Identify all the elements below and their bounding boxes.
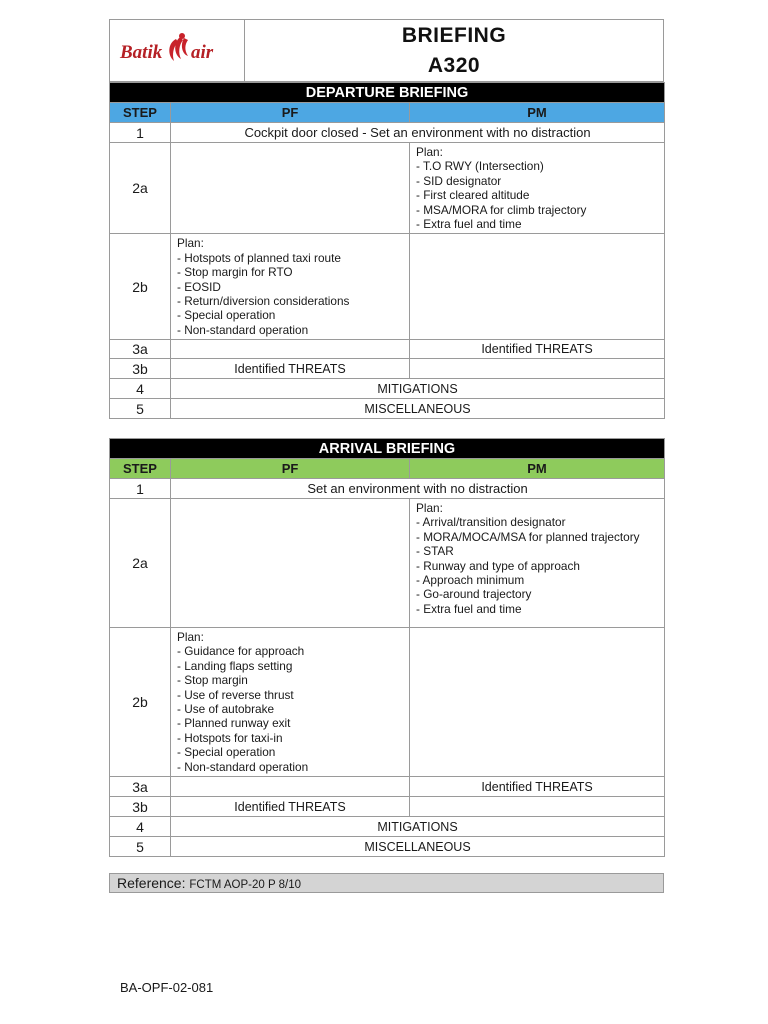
reference-label: Reference: [117, 875, 186, 891]
table-row [110, 479, 665, 499]
pf-plan [171, 628, 410, 777]
plan-line: - MORA/MOCA/MSA for planned trajectory [416, 529, 640, 544]
pm-threats: Identified THREATS [410, 340, 665, 359]
plan-line: - Go-around trajectory [416, 587, 532, 602]
step-number: 2a [110, 143, 171, 234]
arrival-briefing-table [109, 438, 665, 857]
pf-cell [171, 777, 410, 797]
plan-line: - Arrival/transition designator [416, 515, 566, 530]
pm-plan [410, 499, 665, 628]
plan-line: - STAR [416, 544, 454, 559]
plan-line: - Guidance for approach [177, 644, 305, 659]
reference-bar [109, 873, 664, 893]
step-number: 5 [110, 837, 171, 857]
plan-line: - Stop margin [177, 673, 248, 688]
pf-plan [171, 234, 410, 340]
step-number: 2a [110, 499, 171, 628]
pm-cell [410, 797, 665, 817]
step-number: 3b [110, 359, 171, 379]
step-number: 4 [110, 379, 171, 399]
plan-line: - Use of reverse thrust [177, 687, 294, 702]
airline-logo [110, 20, 245, 81]
table-row [110, 817, 665, 837]
column-header-step: STEP [110, 103, 171, 123]
plan-line: - EOSID [177, 279, 221, 294]
plan-line: - T.O RWY (Intersection) [416, 159, 544, 174]
plan-line: - Extra fuel and time [416, 217, 522, 232]
step-number: 2b [110, 234, 171, 340]
plan-line: - Use of autobrake [177, 702, 275, 717]
table-row [110, 123, 665, 143]
plan-line: - Hotspots for taxi-in [177, 730, 283, 745]
title-block [245, 20, 663, 81]
step-number: 2b [110, 628, 171, 777]
step-text: Cockpit door closed - Set an environment with no distraction [171, 123, 665, 143]
plan-line: - Approach minimum [416, 573, 525, 588]
plan-line: - Planned runway exit [177, 716, 291, 731]
pf-threats: Identified THREATS [171, 797, 410, 817]
plan-line: Plan: [177, 236, 204, 251]
table-row [110, 340, 665, 359]
section-title: ARRIVAL BRIEFING [110, 439, 665, 459]
svg-text:air: air [191, 41, 214, 63]
step-text: Set an environment with no distraction [171, 479, 665, 499]
plan-line: - Return/diversion considerations [177, 294, 350, 309]
table-row [110, 234, 665, 340]
plan-line: Plan: [177, 630, 204, 644]
table-row [110, 379, 665, 399]
column-header-pm: PM [410, 459, 665, 479]
plan-line: - Stop margin for RTO [177, 265, 293, 280]
batik-air-logo-icon [118, 29, 236, 73]
pm-threats: Identified THREATS [410, 777, 665, 797]
pm-cell [410, 628, 665, 777]
plan-line: - Hotspots of planned taxi route [177, 250, 341, 265]
table-row [110, 143, 665, 234]
document-code: BA-OPF-02-081 [120, 980, 214, 995]
plan-line: - MSA/MORA for climb trajectory [416, 202, 587, 217]
plan-line: - Extra fuel and time [416, 601, 522, 616]
step-number: 1 [110, 479, 171, 499]
plan-line: Plan: [416, 501, 443, 515]
table-row [110, 797, 665, 817]
plan-line: Plan: [416, 145, 443, 159]
column-header-pf: PF [171, 459, 410, 479]
pm-cell [410, 359, 665, 379]
plan-line: - Special operation [177, 745, 276, 760]
step-text: MISCELLANEOUS [171, 399, 665, 419]
plan-line: - Landing flaps setting [177, 658, 293, 673]
document-title: BRIEFING [401, 23, 507, 47]
step-number: 3a [110, 777, 171, 797]
step-number: 4 [110, 817, 171, 837]
pf-cell [171, 340, 410, 359]
step-text: MISCELLANEOUS [171, 837, 665, 857]
svg-text:Batik: Batik [120, 41, 163, 63]
pf-cell [171, 499, 410, 628]
step-text: MITIGATIONS [171, 379, 665, 399]
plan-line: - Non-standard operation [177, 322, 309, 337]
plan-line: - SID designator [416, 173, 502, 188]
pf-threats: Identified THREATS [171, 359, 410, 379]
section-title: DEPARTURE BRIEFING [110, 83, 665, 103]
column-header-row [110, 103, 665, 123]
step-text: MITIGATIONS [171, 817, 665, 837]
table-row [110, 837, 665, 857]
table-row [110, 777, 665, 797]
table-row [110, 499, 665, 628]
pm-cell [410, 234, 665, 340]
departure-briefing-table [109, 82, 665, 419]
step-number: 1 [110, 123, 171, 143]
pf-cell [171, 143, 410, 234]
table-row [110, 359, 665, 379]
pm-plan [410, 143, 665, 234]
step-number: 3a [110, 340, 171, 359]
column-header-step: STEP [110, 459, 171, 479]
column-header-pf: PF [171, 103, 410, 123]
step-number: 5 [110, 399, 171, 419]
plan-line: - First cleared altitude [416, 188, 530, 203]
column-header-pm: PM [410, 103, 665, 123]
table-row [110, 399, 665, 419]
column-header-row [110, 459, 665, 479]
reference-value: FCTM AOP-20 P 8/10 [189, 879, 302, 891]
aircraft-type: A320 [427, 53, 481, 77]
step-number: 3b [110, 797, 171, 817]
plan-line: - Runway and type of approach [416, 558, 580, 573]
table-row [110, 628, 665, 777]
plan-line: - Non-standard operation [177, 759, 309, 774]
document-header [109, 19, 664, 82]
plan-line: - Special operation [177, 308, 276, 323]
